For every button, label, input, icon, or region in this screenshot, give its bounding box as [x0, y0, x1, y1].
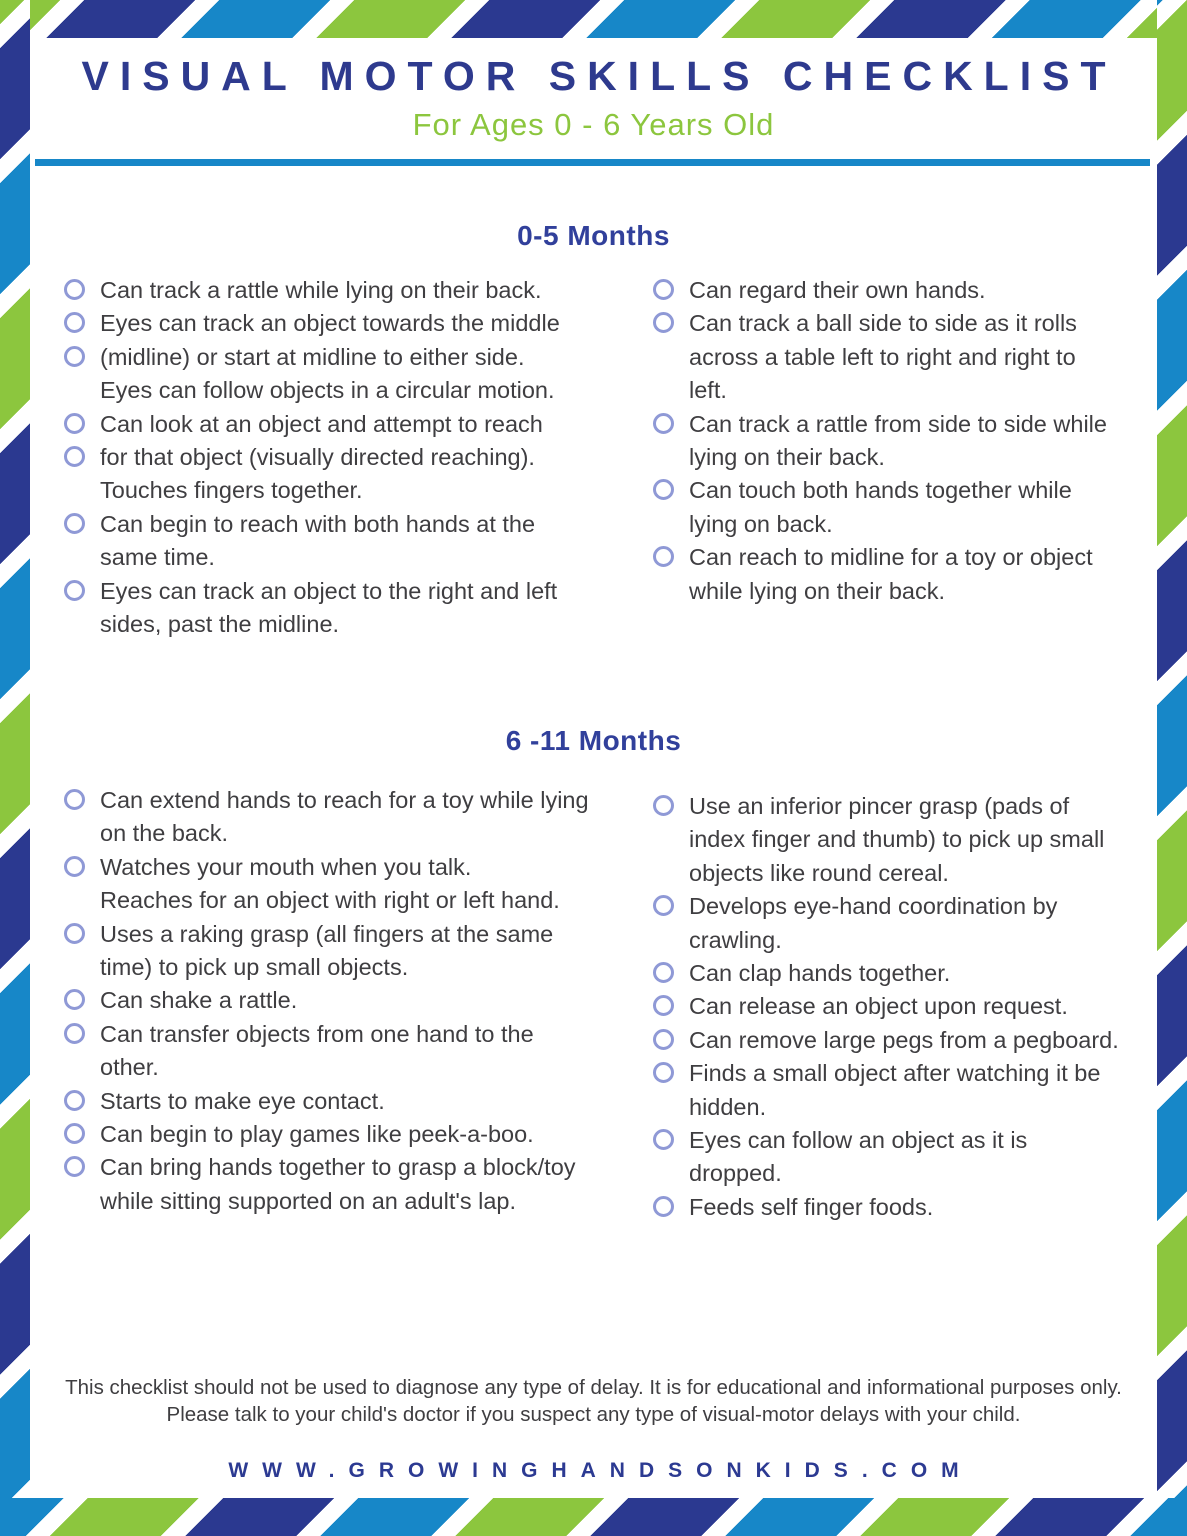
bullet-slot [653, 1191, 689, 1217]
page-subtitle: For Ages 0 - 6 Years Old [412, 107, 775, 142]
bullet-slot [64, 307, 100, 333]
checklist-line [64, 784, 589, 817]
disclaimer-text [40, 1374, 1147, 1428]
checklist-item-text: Can reach to midline for a toy or object [689, 544, 1093, 571]
checklist-item-text: Starts to make eye contact. [100, 1087, 385, 1114]
checklist-item-text: Can track a rattle from side to side while [689, 410, 1107, 437]
checklist-line [64, 1051, 589, 1084]
disclaimer-line-2: Please talk to your child's doctor if you suspect any type of visual-motor delays with your child. [166, 1403, 1021, 1426]
checklist-line [64, 817, 589, 850]
checkbox-circle[interactable] [653, 962, 674, 983]
checklist-line [64, 541, 560, 574]
checklist-item-text: Can clap hands together. [689, 959, 951, 986]
checklist-line [64, 608, 560, 641]
checklist-line [653, 990, 1119, 1023]
checklist-line [653, 857, 1119, 890]
checklist-line [653, 374, 1107, 407]
checklist-line [653, 274, 1107, 307]
checklist-item-text: Feeds self finger foods. [689, 1193, 934, 1220]
checkbox-circle[interactable] [653, 995, 674, 1016]
checklist-item-text: Can touch both hands together while [689, 477, 1072, 504]
checklist-line [653, 307, 1107, 340]
checklist-item-text: Can look at an object and attempt to reach [100, 410, 543, 437]
checkbox-circle[interactable] [64, 989, 85, 1010]
bullet-slot [64, 341, 100, 367]
checklist-line [64, 374, 560, 407]
checklist-item-text: Use an inferior pincer grasp (pads of [689, 793, 1070, 819]
checklist-line [64, 408, 560, 441]
checklist-item-text: Can bring hands together to grasp a block/toy [100, 1154, 576, 1181]
checklist-item-text: while sitting supported on an adult's lap. [100, 1187, 517, 1214]
checklist-line [64, 474, 560, 507]
checkbox-circle[interactable] [653, 279, 674, 300]
bullet-slot [64, 851, 100, 877]
checklist-item-text: time) to pick up small objects. [100, 953, 409, 980]
checklist-item-text: index finger and thumb) to pick up small [689, 826, 1105, 853]
website-url[interactable]: WWW.GROWINGHANDSONKIDS.COM [228, 1459, 973, 1482]
checkbox-circle[interactable] [64, 1090, 85, 1111]
bullet-slot [653, 408, 689, 434]
checklist-line [64, 307, 560, 340]
checklist-item-text: while lying on their back. [689, 577, 946, 604]
checklist-line [64, 1151, 589, 1184]
checklist-line [64, 851, 589, 884]
checkbox-circle[interactable] [653, 546, 674, 567]
section-heading-0-5-months: 0-5 Months [517, 220, 670, 251]
checkbox-circle[interactable] [653, 1129, 674, 1150]
bullet-slot [64, 1118, 100, 1144]
striped-border-top [0, 0, 1187, 38]
checkbox-circle[interactable] [64, 446, 85, 467]
checklist-item-text: Can shake a rattle. [100, 987, 298, 1014]
checklist-item-text: Can begin to play games like peek-a-boo. [100, 1120, 534, 1147]
page-title: VISUAL MOTOR SKILLS CHECKLIST [81, 53, 1117, 99]
checklist-column-6-11-left [64, 784, 589, 1218]
bullet-slot [653, 1024, 689, 1050]
checkbox-circle[interactable] [653, 795, 674, 816]
checklist-line [64, 1118, 589, 1151]
checklist-line [64, 441, 560, 474]
checklist-item-text: Eyes can follow objects in a circular motion. [100, 377, 555, 404]
checklist-line [653, 1091, 1119, 1124]
checklist-line [64, 1085, 589, 1118]
checkbox-circle[interactable] [64, 1156, 85, 1177]
bullet-slot [653, 541, 689, 567]
checklist-line [653, 508, 1107, 541]
checklist-line [64, 274, 560, 307]
checklist-item-text: Can track a ball side to side as it rolls [689, 310, 1077, 337]
checklist-line [653, 1057, 1119, 1090]
checklist-line [653, 957, 1119, 990]
checklist-item-text: hidden. [689, 1093, 767, 1120]
bullet-slot [64, 441, 100, 467]
checklist-line [64, 575, 560, 608]
checkbox-circle[interactable] [64, 1123, 85, 1144]
checklist-line [653, 1157, 1119, 1190]
bullet-slot [64, 918, 100, 944]
checklist-line [653, 1191, 1119, 1224]
checklist-line [64, 1018, 589, 1051]
checklist-line [653, 341, 1107, 374]
checklist-line [64, 984, 589, 1017]
disclaimer-line-1: This checklist should not be used to diagnose any type of delay. It is for educational and informational purposes only. [65, 1376, 1122, 1399]
checkbox-circle[interactable] [64, 580, 85, 601]
checklist-item-text: Uses a raking grasp (all fingers at the same [100, 920, 554, 947]
header-divider-rule [35, 159, 1150, 166]
checkbox-circle[interactable] [653, 312, 674, 333]
checkbox-circle[interactable] [64, 346, 85, 367]
bullet-slot [653, 790, 689, 816]
bullet-slot [64, 1018, 100, 1044]
checklist-item-text: Can extend hands to reach for a toy while lying [100, 787, 589, 813]
checklist-item-text: Can remove large pegs from a pegboard. [689, 1026, 1119, 1053]
bullet-slot [653, 1124, 689, 1150]
checkbox-circle[interactable] [64, 923, 85, 944]
checklist-line [653, 1124, 1119, 1157]
bullet-slot [653, 990, 689, 1016]
checklist-item-text: Can begin to reach with both hands at the [100, 510, 536, 537]
checklist-item-text: dropped. [689, 1160, 782, 1187]
checklist-item-text: same time. [100, 544, 215, 571]
checklist-line [653, 1024, 1119, 1057]
checkbox-circle[interactable] [64, 789, 85, 810]
checklist-line [653, 408, 1107, 441]
checklist-line [64, 884, 589, 917]
checklist-item-text: lying on their back. [689, 443, 885, 470]
bullet-slot [653, 1057, 689, 1083]
bullet-slot [653, 474, 689, 500]
bullet-slot [653, 890, 689, 916]
checklist-item-text: across a table left to right and right to [689, 343, 1076, 370]
checklist-line [653, 474, 1107, 507]
checklist-item-text: lying on back. [689, 510, 833, 537]
checkbox-circle[interactable] [653, 895, 674, 916]
bullet-slot [64, 1151, 100, 1177]
checklist-item-text: crawling. [689, 926, 782, 953]
checklist-item-text: Reaches for an object with right or left hand. [100, 887, 560, 914]
checklist-line [64, 341, 560, 374]
checklist-item-text: Can transfer objects from one hand to the [100, 1020, 534, 1047]
checklist-line [653, 890, 1119, 923]
checkbox-circle[interactable] [64, 413, 85, 434]
checkbox-circle[interactable] [653, 1029, 674, 1050]
checklist-line [64, 951, 589, 984]
checklist-line [653, 823, 1119, 856]
bullet-slot [653, 307, 689, 333]
striped-border-bottom [0, 1498, 1187, 1536]
checklist-item-text: objects like round cereal. [689, 859, 949, 886]
checkbox-circle[interactable] [653, 479, 674, 500]
bullet-slot [64, 274, 100, 300]
checklist-item-text: Watches your mouth when you talk. [100, 853, 472, 880]
checklist-item-text: Eyes can track an object to the right and left [100, 577, 558, 604]
bullet-slot [64, 508, 100, 534]
checklist-line [64, 1185, 589, 1218]
checklist-line [653, 441, 1107, 474]
bullet-slot [653, 274, 689, 300]
checklist-line [653, 924, 1119, 957]
checklist-line [64, 508, 560, 541]
section-heading-6-11-months: 6 -11 Months [505, 725, 682, 756]
bullet-slot [64, 984, 100, 1010]
bullet-slot [653, 957, 689, 983]
checklist-item-text: sides, past the midline. [100, 610, 340, 637]
checklist-item-text: Develops eye-hand coordination by [689, 893, 1058, 920]
checklist-item-text: Eyes can track an object towards the middle [100, 310, 560, 337]
checklist-item-text: left. [689, 377, 727, 404]
checklist-item-text: Finds a small object after watching it be [689, 1060, 1101, 1087]
checkbox-circle[interactable] [64, 279, 85, 300]
bullet-slot [64, 784, 100, 810]
checkbox-circle[interactable] [64, 312, 85, 333]
checklist-item-text: Touches fingers together. [100, 477, 363, 504]
checklist-item-text: for that object (visually directed reaching). [100, 443, 535, 470]
checkbox-circle[interactable] [64, 1023, 85, 1044]
checkbox-circle[interactable] [653, 1062, 674, 1083]
bullet-slot [64, 408, 100, 434]
checklist-item-text: other. [100, 1054, 159, 1081]
checklist-column-6-11-right [653, 790, 1119, 1224]
checkbox-circle[interactable] [653, 413, 674, 434]
checklist-line [653, 541, 1107, 574]
checklist-line [64, 918, 589, 951]
bullet-slot [64, 575, 100, 601]
checklist-item-text: on the back. [100, 820, 229, 847]
checklist-item-text: Can regard their own hands. [689, 277, 986, 303]
checkbox-circle[interactable] [64, 513, 85, 534]
checklist-item-text: (midline) or start at midline to either side. [100, 343, 525, 370]
checkbox-circle[interactable] [64, 856, 85, 877]
checkbox-circle[interactable] [653, 1196, 674, 1217]
checklist-column-0-5-right [653, 274, 1107, 608]
checklist-item-text: Eyes can follow an object as it is [689, 1126, 1028, 1153]
checklist-line [653, 575, 1107, 608]
bullet-slot [64, 1085, 100, 1111]
checklist-item-text: Can track a rattle while lying on their back. [100, 277, 542, 303]
checklist-column-0-5-left [64, 274, 560, 641]
checklist-item-text: Can release an object upon request. [689, 993, 1068, 1020]
checklist-line [653, 790, 1119, 823]
